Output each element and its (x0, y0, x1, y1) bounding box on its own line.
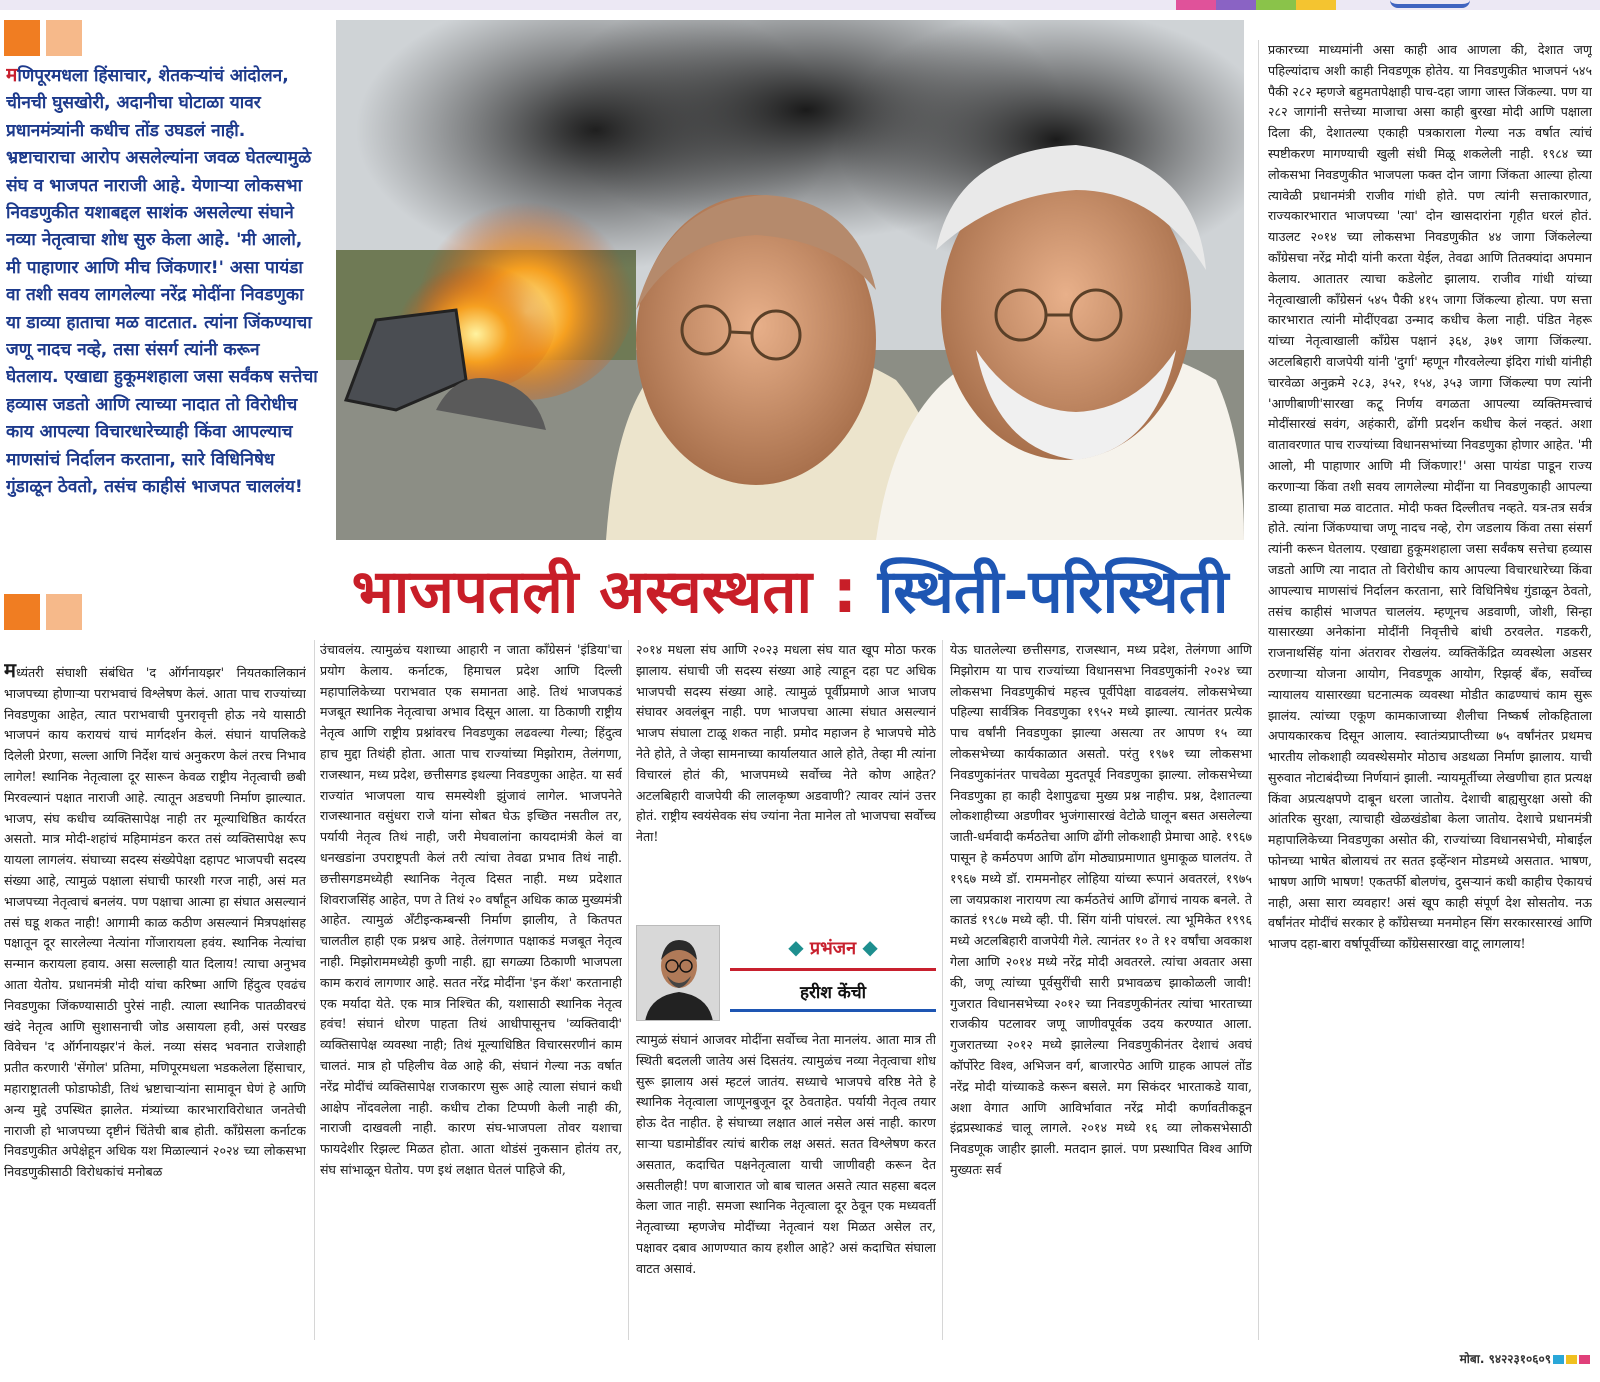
contact-line (1300, 1348, 1590, 1370)
top-color-chip (1176, 0, 1216, 10)
column-text: प्रकारच्या माध्यमांनी असा काही आव आणला की, देशात जणू पहिल्यांदाच अशी काही निवडणूक होतेय. या निवडणुकीत भाजपनं ५४५ पैकी २८२ म्हणजे बहुमतापेक्षाही पाच-दहा जागा जास्त जिंकल्या. पण या २८२ जागांनी सत्तेच्या माजाचा असा काही बुरखा मोदी आणि पक्षाला दिला की, देशातल्या एकाही पत्रकाराला गेल्या नऊ वर्षात त्यांचं स्पष्टीकरण मागण्याची खुली संधी मिळू शकलेली नाही. १९८४ च्या लोकसभा निवडणुकीत भाजपला फक्त दोन जागा जिंकता आल्या होत्या त्यावेळी प्रधानमंत्री राजीव गांधी होते. पण त्यांनी सत्ताकारणात, राज्यकारभारात भाजपच्या 'त्या' दोन खासदारांना गृहीत धरलं होतं. याउलट २०१४ च्या लोकसभा निवडणुकीत ४४ जागा जिंकलेल्या कॉंग्रेसचा नरेंद्र मोदी यांनी करता येईल, तेवढा आणि तितक्यांदा अपमान केलाय. आतातर त्याचा कडेलोट झालाय. राजीव गांधी यांच्या नेतृत्वाखाली कॉंग्रेसनं ५४५ पैकी ४१५ जागा जिंकल्या होत्या. पण सत्ता कारभारात त्यांनी मोदींएवढा उन्माद कधीच केला नाही. पंडित नेहरू यांच्या नेतृत्वाखाली कॉंग्रेस पक्षानं ३६४, ३७१ जागा जिंकल्या. अटलबिहारी वाजपेयी यांनी 'दुर्गा' म्हणून गौरवलेल्या इंदिरा गांधी यांनीही चारवेळा अनुक्रमे २८३, ३५२, १५४, ३५३ जागा जिंकल्या पण त्यांनी 'आणीबाणी'सारखा कटू निर्णय वगळता आपल्या व्यक्तिमत्त्वाचं मोदींसारखं सवंग, अहंकारी, ढोंगी प्रदर्शन कधीच केलं नव्हतं. अशा वातावरणात पाच राज्यांच्या विधानसभांच्या निवडणुका होणार आहेत. 'मी आलो, मी पाहाणार आणि मी जिंकणार!' असा पायंडा पाडून राज्य करणाऱ्या किंवा तशी सवय लागलेल्या मोदींना या निवडणुकाही आपल्या डाव्या हाताचा मळ वाटतात. मोदी फक्त दिल्लीतच नव्हते. यत्र-तत्र सर्वत्र होते. त्यांना जिंकण्याचा जणू नादच नव्हे, रोग जडलाय किंवा तसा संसर्ग त्यांनी करून घेतलाय. एखाद्या हुकूमशहाला जसा सर्वंकष सत्तेचा हव्यास जडतो आणि त्या नादात तो विरोधीच काय आपल्या विचारधारेच्या किंवा आपल्याच माणसांचं निर्दालन करताना, सारे विधिनिषेध गुंडाळून ठेवतो, तसंच काहीसं भाजपत चाललंय. म्हणूनच अडवाणी, जोशी, सिन्हा यासारख्या अनेकांना मोदींनी निवृत्तीचे बांधी ठरवलेत. गडकरी, राजनाथसिंह यांना अंतरावर रोखलंय. व्यक्तिकेंद्रित व्यवस्थेला अडसर ठरणाऱ्या योजना आयोग, निवडणूक आयोग, रिझर्व्ह बँक, सर्वोच्च न्यायालय यासारख्या घटनात्मक व्यवस्था मोडीत काढण्याचं काम सुरू झालंय. त्यांच्या एकूण कामकाजाच्या शैलीचा निष्कर्ष लोकहिताला अपायकारकच दिसून आलाय. स्वातंत्र्यप्राप्तीच्या ७५ वर्षांनंतर प्रथमच भारतीय लोकशाही व्यवस्थेसमोर मोठाच अडथळा निर्माण झालाय. याची सुरुवात नोटाबंदीच्या निर्णयानं झाली. न्यायमूर्तीच्या लेखणीचा हात प्रत्यक्ष किंवा अप्रत्यक्षपणे दाबून धरला जातोय. देशाची बाह्यसुरक्षा असो की आंतरिक सुरक्षा, त्याचाही खेळखंडोबा केला जातोय. देशाचे प्रधानमंत्री महापालिकेच्या निवडणुका असोत की, राज्यांच्या विधानसभेची, मोबाईल फोनच्या भाषेत बोलायचं तर सतत इव्हेंन्शन मोडमध्ये असतात. भाषण, भाषण आणि भाषण! एकतर्फी बोलणंच, दुसऱ्यानं कधी काहीच ऐकायचं नाही, असा सारा व्यवहार! असं खूप काही संपूर्ण देश सोसतोय. नऊ वर्षांनंतर मोदींचं सरकार हे कॉंग्रेसच्या मनमोहन सिंग सरकारसारखं आणि भाजप दहा-बारा वर्षापूर्वीच्या कॉंग्रेससारखा वाटू लागलाय! (1268, 42, 1592, 952)
column-rule (1258, 40, 1259, 1340)
body-column-4 (950, 640, 1252, 1344)
column-rule (314, 640, 315, 1340)
column-rule (942, 640, 943, 1340)
color-block (1566, 1355, 1577, 1364)
lead-text: णिपूरमधला हिंसाचार, शेतकऱ्यांचं आंदोलन, चीनची घुसखोरी, अदानीचा घोटाळा यावर प्रधानमंत्र्यांनी कधीच तोंड उघडलं नाही. भ्रष्टाचाराचा आरोप असलेल्यांना जवळ घेतल्यामुळे संघ व भाजपत नाराजी आहे. येणाऱ्या लोकसभा निवडणुकीत यशाबद्दल साशंक असलेल्या संघाने नव्या नेतृत्वाचा शोध सुरु केला आहे. 'मी आलो, मी पाहाणार आणि मीच जिंकणार!' असा पायंडा वा तशी सवय लागलेल्या नरेंद्र मोदींना निवडणुका या डाव्या हाताचा मळ वाटतात. त्यांना जिंकण्याचा जणू नादच नव्हे, तसा संसर्ग त्यांनी करून घेतलाय. एखाद्या हुकूमशहाला जसा सर्वंकष सत्तेचा हव्यास जडतो आणि त्याच्या नादात तो विरोधीच काय आपल्या विचारधारेच्याही किंवा आपल्याच माणसांचं निर्दालन करताना, सारे विधिनिषेध गुंडाळून ठेवतो, तसंच काहीसं भाजपत चाललंय! (6, 66, 318, 498)
decor-square (4, 20, 40, 56)
column-name: प्रभंजन (809, 938, 857, 959)
column-dropcap: म (4, 660, 16, 682)
author-portrait (637, 926, 720, 1021)
top-decor-bar (0, 0, 1600, 10)
body-column-2 (320, 640, 622, 1344)
column-text: ध्यंतरी संघाशी संबंधित 'द ऑर्गनायझर' नियतकालिकानं भाजपच्या होणाऱ्या पराभवाचं विश्लेषण केलं. आता पाच राज्यांच्या निवडणुका आहेत, त्यात पराभवाची पुनरावृत्ती होऊ नये यासाठी भाजपनं काय करायचं याचं मार्गदर्शन केलं. संघानं यापलिकडे दिलेली प्रेरणा, सल्ला आणि निर्देश याचं अनुकरण केलं तरच निभाव लागेल! स्थानिक नेतृत्वाला दूर सारून केवळ राष्ट्रीय नेतृत्वाची छबी मिरवल्यानं पक्षात नाराजी आहे. त्यातून अडचणी निर्माण झाल्यात. भाजप, संघ कधीच व्यक्तिसापेक्ष नाही तर मूल्याधिष्ठित कार्यरत असतो. मात्र मोदी-शहांचं महिमामंडन करत तसं व्यक्तिसापेक्ष रूप यायला लागलंय. संघाच्या सदस्य संख्येपेक्षा दहापट भाजपची सदस्य संख्या आहे, त्यामुळं पक्षाला संघाची फारशी गरज नाही, असं मत भाजपच्या नेतृत्वाचं बनलंय. पण पक्षाचा आत्मा हा संघात असल्यानं तसं घडू शकत नाही! आगामी काळ कठीण असल्यानं मित्रपक्षांसह पक्षातून दूर सारलेल्या नेत्यांना गोंजारायला हवंय. स्थानिक नेत्यांचा सन्मान करायला हवाय. असा सल्लाही यात दिलाय! त्याचा अनुभव आता येतोय. प्रधानमंत्री मोदी यांचा करिष्मा आणि हिंदुत्व एवढंच निवडणुका जिंकण्यासाठी पुरेसं नाही. त्याला स्थानिक पातळीवरचं खंदे नेतृत्व आणि सुशासनाची जोड असायला हवी, असं परखड विवेचन 'द ऑर्गनायझर'नं केलं. नव्या संसद भवनात राजेशाही प्रतीत करणारी 'सेंगोल' प्रतिमा, मणिपूरमधला भडकलेला हिंसाचार, महाराष्ट्रातली फोडाफोडी, तिथं भ्रष्टाचाऱ्यांना सामावून घेणं हे आणि अन्य मुद्दे उपस्थित झालेत. मंत्र्यांच्या कारभाराविरोधात जनतेची नाराजी हो भाजपच्या दृष्टीनं चिंतेची बाब होती. कॉंग्रेसला कर्नाटक निवडणुकीत अपेक्षेहून अधिक यश मिळाल्यानं २०२४ च्या लोकसभा निवडणुकीसाठी विरोधकांचं मनोबळ (4, 665, 306, 1180)
column-text: उंचावलंय. त्यामुळंच यशाच्या आहारी न जाता कॉंग्रेसनं 'इंडिया'चा प्रयोग केलाय. कर्नाटक, हिमाचल प्रदेश आणि दिल्ली महापालिकेच्या पराभवात एक समानता आहे. तिथं भाजपकडं मजबूत स्थानिक नेतृत्वाचा अभाव दिसून आला. या ठिकाणी राष्ट्रीय नेतृत्व आणि राष्ट्रीय प्रश्नांवरच निवडणुका लढवल्या गेल्या; हिंदुत्व हाच मुद्दा तिथंही होता. आता पाच राज्यांच्या मिझोराम, तेलंगणा, राजस्थान, मध्य प्रदेश, छत्तीसगड इथल्या निवडणुका आहेत. या सर्व राज्यांत भाजपला याच समस्येशी झुंजावं लागेल. भाजपनेते राजस्थानात वसुंधरा राजे यांना सोबत घेऊ इच्छित नसतील तर, पर्यायी नेतृत्व तिथं नाही, जरी मेघवालांना कायदामंत्री केलं वा धनखडांना उपराष्ट्रपती केलं तरी त्यांचा तेवढा प्रभाव तिथं नाही. छत्तीसगडमध्येही स्थानिक नेतृत्व दिसत नाही. मध्य प्रदेशात शिवराजसिंह आहेत, पण ते तिथं २० वर्षांहून अधिक काळ मुख्यमंत्री आहेत. त्यामुळं अँटीइन्कम्बन्सी निर्माण झालीय, ते कितपत चालतील हाही एक प्रश्नच आहे. तेलंगणात पक्षाकडं मजबूत नेतृत्व नाही. मिझोराममध्येही कुणी नाही. ह्या सगळ्या ठिकाणी भाजपला काम करावं लागणार आहे. सतत नरेंद्र मोदींना 'इन कॅश' करतानाही एक मर्यादा येते. एक मात्र निश्चित की, यशासाठी स्थानिक नेतृत्व हवंच! संघानं धोरण पाहता तिथं आधीपासूनच 'व्यक्तिवादी' व्यक्तिसापेक्ष व्यवस्था नाही; तिथं मूल्याधिष्ठित विचारसरणीनं काम चालतं. मात्र हो पहिलीच वेळ आहे की, संघानं गेल्या नऊ वर्षात नरेंद्र मोदींचं व्यक्तिसापेक्ष राजकारण सुरू आहे त्याला संघानं कधी आक्षेप नोंदवलेला नाही. कधीच टोका टिप्पणी केली नाही की, नाराजी दाखवली नाही. कारण संघ-भाजपला तोवर यशाचा फायदेशीर रिझल्ट मिळत होता. आता थोडंसं नुकसान होतंय तर, संघ सांभाळून घेतोय. पण इथं लक्षात घेतलं पाहिजे की, (320, 642, 622, 1177)
top-color-chip (1216, 0, 1256, 10)
contact-number: मोबा. ९४२२३१०६०९ (1459, 1352, 1551, 1366)
headline (336, 552, 1244, 632)
diamond-icon: ◆ (862, 935, 878, 959)
column-text: त्यामुळं संघानं आजवर मोदींना सर्वोच्च नेता मानलंय. आता मात्र ती स्थिती बदलली जातेय असं दिसतंय. त्यामुळंच नव्या नेतृत्वाचा शोध सुरू झालाय असं म्हटलं जातंय. सध्याचे भाजपचे वरिष्ठ नेते हे स्थानिक नेतृत्वाला जाणूनबुजून दूर ठेवताहेत. पर्यायी नेतृत्व तयार होऊ देत नाहीत. हे संघाच्या लक्षात आलं नसेल असं नाही. कारण साऱ्या घडामोडींवर त्यांचं बारीक लक्ष असतं. सतत विश्लेषण करत असतात, कदाचित पक्षनेतृत्वाला याची जाणीवही करून देत असतीलही! पण बाजारात जो बाब चालत असते त्यात सहसा बदल केला जात नाही. समजा स्थानिक नेतृत्वाला दूर ठेवून एक मध्यवर्ती नेतृत्वाच्या म्हणजेच मोदींच्या नेतृत्वानं यश मिळत असेल तर, पक्षावर दबाव आणण्यात काय हशील आहे? असं कदाचित संघाला वाटत असावं. (636, 1032, 936, 1276)
color-block (1553, 1355, 1564, 1364)
headline-part-red: भाजपतली अस्वस्थता : (351, 557, 878, 627)
body-column-5 (1268, 40, 1592, 1340)
author-photo (636, 925, 720, 1021)
column-text: २०१४ मधला संघ आणि २०२३ मधला संघ यात खूप मोठा फरक झालाय. संघाची जी सदस्य संख्या आहे त्याहून दहा पट अधिक भाजपची सदस्य संख्या आहे. त्यामुळं पूर्वीप्रमाणे आज भाजप संघावर अवलंबून नाही. पण भाजपचा आत्मा संघात असल्यानं भाजप संघाला टाळू शकत नाही. प्रमोद महाजन हे भाजपचे मोठे नेते होते, ते जेव्हा सामनाच्या कार्यालयात आले होते, तेव्हा मी त्यांना विचारलं होतं की, भाजपमध्ये सर्वोच्च नेते कोण आहेत? अटलबिहारी वाजपेयी की लालकृष्ण अडवाणी? त्यावर त्यांनं उत्तर होतं. राष्ट्रीय स्वयंसेवक संघ ज्यांना नेता मानेल तो भाजपचा सर्वोच्च नेता! (636, 642, 936, 845)
column-text: येऊ घातलेल्या छत्तीसगड, राजस्थान, मध्य प्रदेश, तेलंगणा आणि मिझोराम या पाच राज्यांच्या विधानसभा निवडणुकांनी २०२४ च्या लोकसभा निवडणुकीचं महत्त्व पूर्वीपेक्षा वाढवलंय. लोकसभेच्या पहिल्या सार्वत्रिक निवडणुका १९५२ मध्ये झाल्या. त्यानंतर प्रत्येक पाच वर्षांनी निवडणुका झाल्या असत्या तर आपण १५ व्या लोकसभेच्या कार्यकाळात असतो. परंतु १९७१ च्या लोकसभा निवडणुकांनंतर पाचवेळा मुदतपूर्व निवडणुका झाल्या. लोकसभेच्या निवडणुका हा काही देशापुढचा मुख्य प्रश्न नाहीच. प्रश्न, देशातल्या लोकशाहीच्या अडणीवर भुजंगासारखं वेटोळे घालून बसत असलेल्या जाती-धर्मवादी कर्मठतेचा आणि ढोंगी लोकशाही प्रेमाचा आहे. १९६७ पासून हे कर्मठपण आणि ढोंग मोठ्याप्रमाणात धुमाकूळ घालतंय. ते १९६७ मध्ये डॉ. राममनोहर लोहिया यांच्या रूपानं अवतरलं, १९७५ ला जयप्रकाश नारायण त्या कर्मठतेचं आणि ढोंगाचं नायक बनले. ते कातडं १९८७ मध्ये व्ही. पी. सिंग यांनी पांघरलं. त्या भूमिकेत १९९६ मध्ये अटलबिहारी वाजपेयी गेले. त्यानंतर १० ते १२ वर्षांचा अवकाश गेला आणि २०१४ मध्ये नरेंद्र मोदी अवतरले. त्यांचा अवतार असा की, जणू त्यांच्या पूर्वसुरींची सारी प्रभावळच झाकोळली जावी! गुजरात विधानसभेच्या २०१२ च्या निवडणुकीनंतर त्यांचा भारताच्या राजकीय पटलावर जणू जाणीवपूर्वक उदय करण्यात आला. गुजरातच्या २०१२ मध्ये झालेल्या निवडणुकीनंतर देशाचं अवघं कॉर्पोरेट विश्व, अभिजन वर्ग, बाजारपेठ आणि ग्राहक आपलं तोंड नरेंद्र मोदी यांच्याकडे करून बसले. मग सिकंदर भारताकडे यावा, अशा वेगात आणि आविर्भावात नरेंद्र मोदी कर्णावतीकडून इंद्रप्रस्थाकडं चालू लागले. २०१४ मध्ये १६ व्या लोकसभेसाठी निवडणूक जाहीर झाली. मतदान झालं. पण प्रस्थापित विश्व आणि मुख्यतः सर्व (950, 642, 1252, 1177)
column-name-tag (730, 932, 936, 962)
column-rule (628, 640, 629, 1340)
photo-illustration (336, 20, 1244, 540)
lead-paragraph (6, 62, 318, 608)
body-column-3-top (636, 640, 936, 912)
decor-square (46, 20, 82, 56)
main-photo (336, 20, 1244, 540)
lead-dropcap: म (6, 64, 18, 86)
headline-part-blue: स्थिती-परिस्थिती (877, 557, 1229, 627)
body-column-1 (4, 660, 306, 1344)
color-block (1579, 1355, 1590, 1364)
author-name: हरीश केंची (730, 968, 936, 1012)
diamond-icon: ◆ (788, 935, 804, 959)
body-column-3-bottom (636, 1030, 936, 1344)
top-color-chip (1256, 0, 1296, 10)
top-color-chip (1296, 0, 1336, 10)
top-logo-arc (1390, 0, 1470, 8)
